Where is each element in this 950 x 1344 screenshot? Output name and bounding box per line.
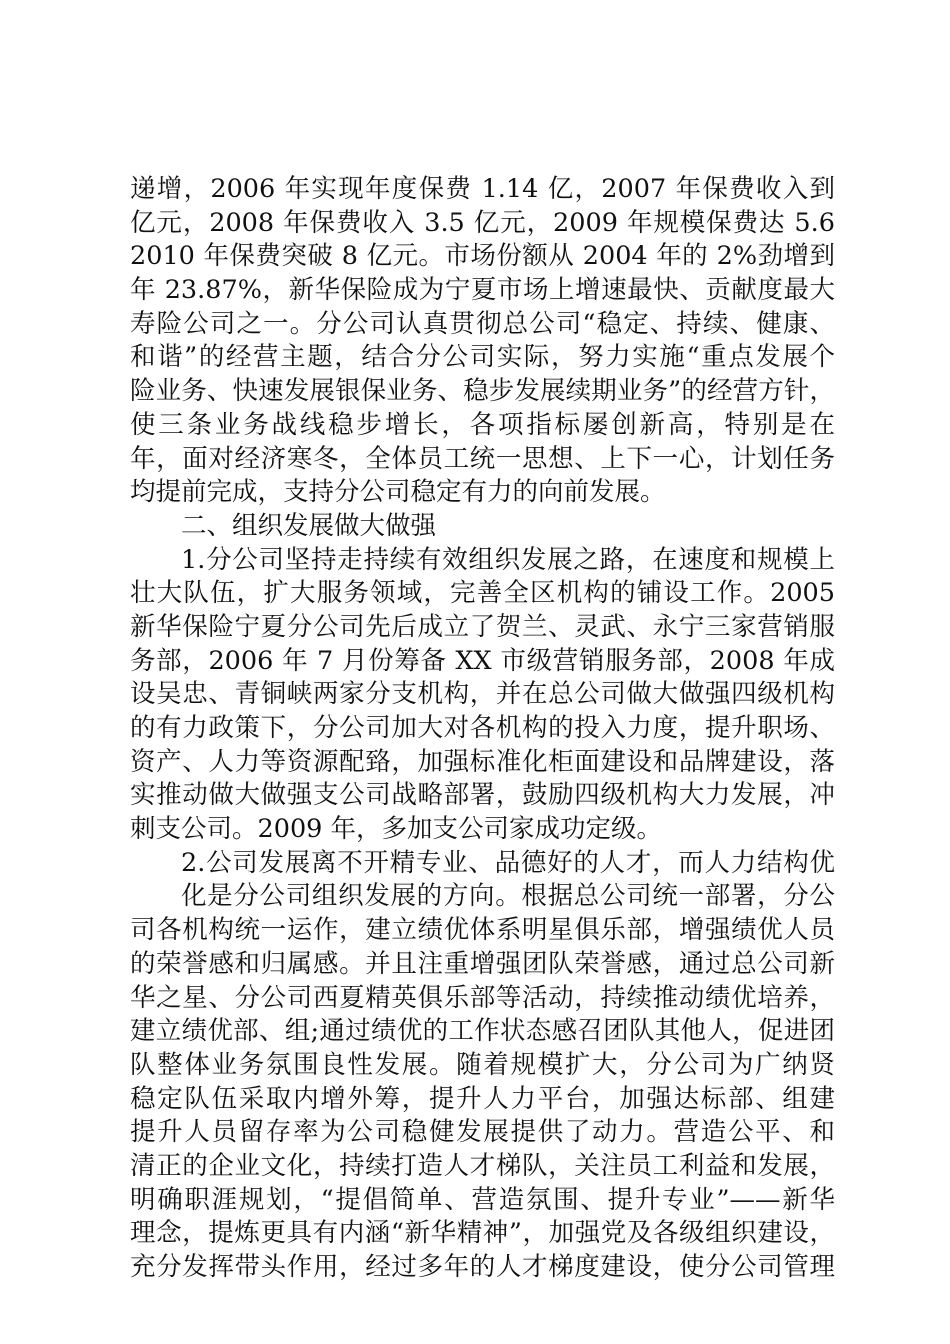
text-line: 理念，提炼更具有内涵“新华精神”，加强党及各级组织建设， [130,1218,835,1249]
text-line: 壮大队伍，扩大服务领域，完善全区机构的铺设工作。2005 [130,578,835,609]
text-line: 设吴忠、青铜峡两家分支机构，并在总公司做大做强四级机构 [130,679,835,710]
text-line: 递增，2006 年实现年度保费 1.14 亿，2007 年保费收入到 [130,174,835,204]
text-line: 司各机构统一运作，建立绩优体系明星俱乐部，增强绩优人员 [130,915,835,946]
text-line: 明确职涯规划，“提倡简单、营造氛围、提升专业”——新华 [130,1184,835,1215]
text-line: 务部，2006 年 7 月份筹备 XX 市级营销服务部，2008 年成 [130,645,835,676]
text-line: 稳定队伍采取内增外筹，提升人力平台，加强达标部、组建 [130,1083,835,1114]
text-line: 华之星、分公司西夏精英俱乐部等活动，持续推动绩优培养， [130,982,835,1013]
paragraph-first-line: 1.分公司坚持走持续有效组织发展之路，在速度和规模上 [181,544,835,575]
text-line: 刺支公司。2009 年，多加支公司家成功定级。 [130,814,663,845]
text-line: 年 23.87%，新华保险成为宁夏市场上增速最快、贡献度最大 [130,275,835,306]
text-line: 提升人员留存率为公司稳健发展提供了动力。营造公平、和 [130,1117,835,1148]
text-line: 险业务、快速发展银保业务、稳步发展续期业务”的经营方针， [130,376,835,407]
text-line: 的有力政策下，分公司加大对各机构的投入力度，提升职场、 [130,713,835,743]
section-heading: 二、组织发展做大做强 [181,510,437,541]
text-line: 充分发挥带头作用，经过多年的人才梯度建设，使分公司管理 [130,1252,835,1282]
text-line: 2010 年保费突破 8 亿元。市场份额从 2004 年的 2%劲增到 [130,241,835,272]
text-line: 使三条业务战线稳步增长，各项指标屡创新高，特别是在 [130,409,835,440]
text-line: 和谐”的经营主题，结合分公司实际，努力实施“重点发展个 [130,342,835,373]
text-line: 化是分公司组织发展的方向。根据总公司统一部署，分公 [181,881,835,912]
text-line: 均提前完成，支持分公司稳定有力的向前发展。 [130,477,666,508]
text-line: 队整体业务氛围良性发展。随着规模扩大，分公司为广纳贤 [130,1049,835,1080]
paragraph-first-line: 2.公司发展离不开精专业、品德好的人才，而人力结构优 [181,847,835,878]
text-line: 资产、人力等资源配臵，加强标准化柜面建设和品牌建设，落 [130,746,835,777]
text-line: 清正的企业文化，持续打造人才梯队，关注员工利益和发展， [130,1150,835,1181]
text-line: 实推动做大做强支公司战略部署，鼓励四级机构大力发展，冲 [130,780,835,811]
text-line: 新华保险宁夏分公司先后成立了贺兰、灵武、永宁三家营销服 [130,611,835,642]
text-line: 建立绩优部、组;通过绩优的工作状态感召团队其他人，促进团 [130,1016,835,1047]
document-body [130,173,835,1285]
text-line: 亿元，2008 年保费收入 3.5 亿元，2009 年规模保费达 5.6 [130,207,835,238]
text-line: 寿险公司之一。分公司认真贯彻总公司“稳定、持续、健康、 [130,308,835,339]
text-line: 年，面对经济寒冬，全体员工统一思想、上下一心，计划任务 [130,443,835,474]
text-line: 的荣誉感和归属感。并且注重增强团队荣誉感，通过总公司新 [130,948,835,979]
